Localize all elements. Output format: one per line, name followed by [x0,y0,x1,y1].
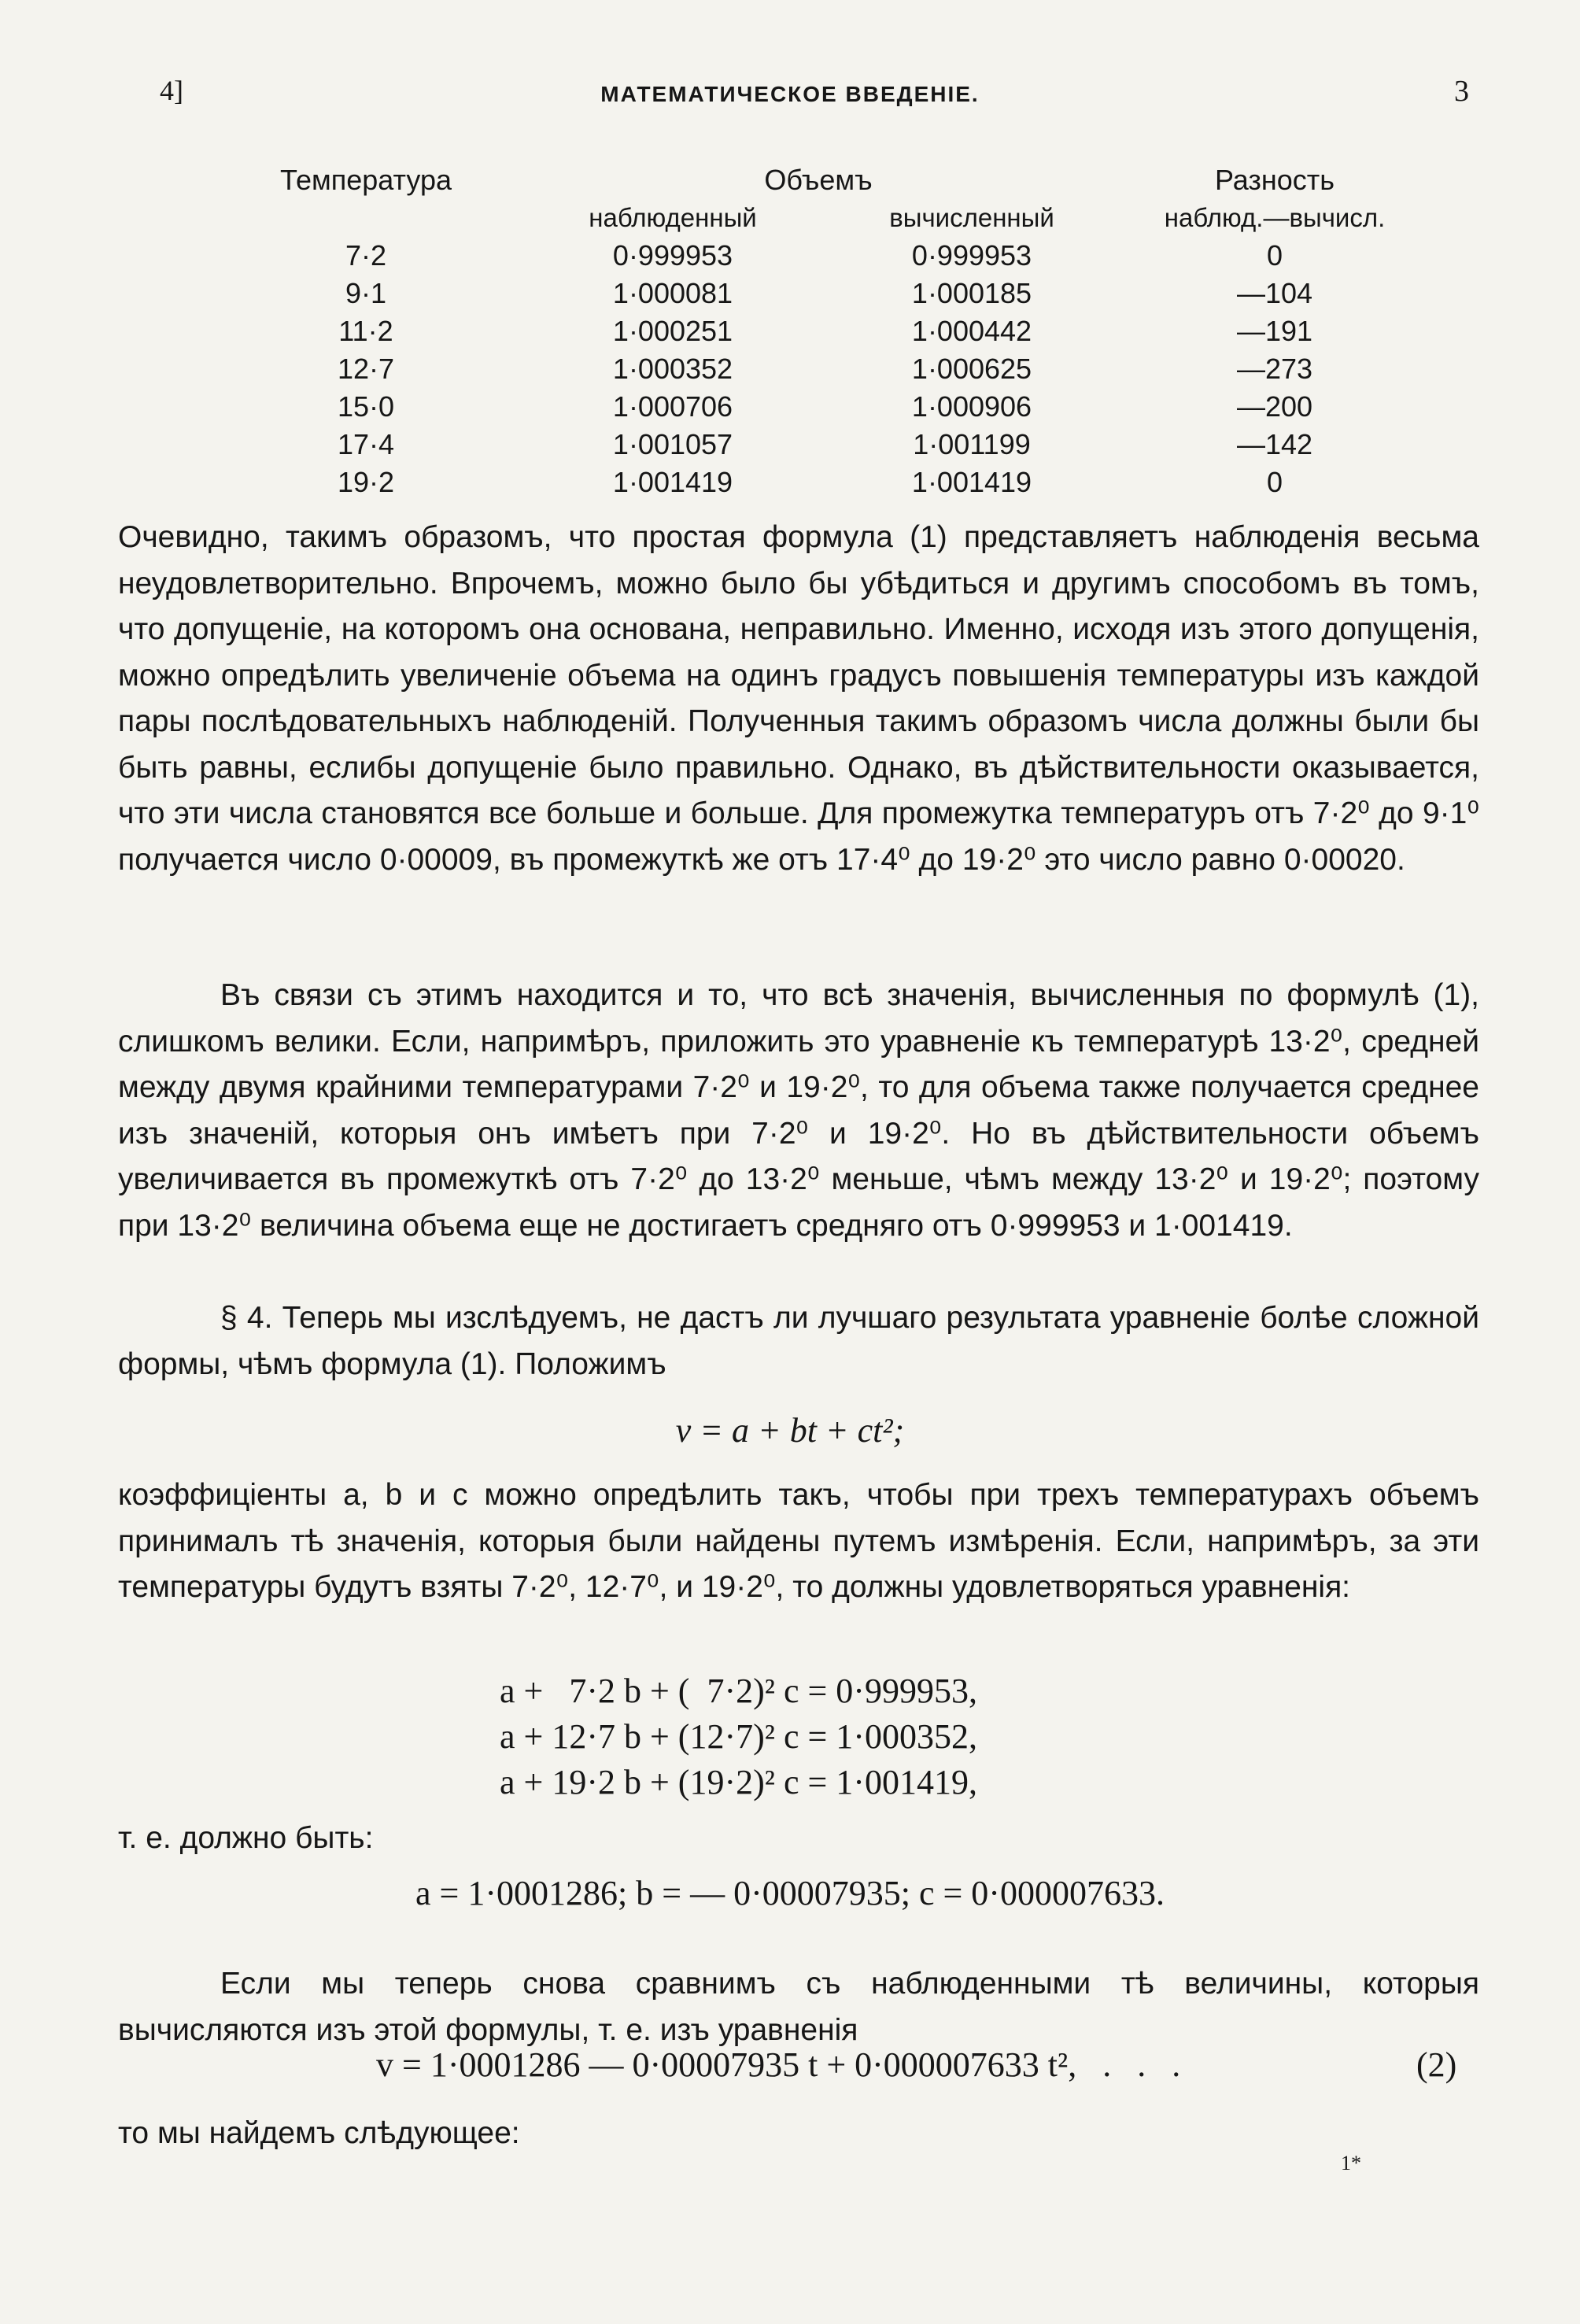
table-row [212,237,1432,275]
table-body [212,237,1432,501]
table-row [212,464,1432,501]
paragraph-1: Очевидно, такимъ образомъ, что простая формула (1) представляетъ наблюденія весьма неудовлетворительно. Впрочемъ, можно было бы убѣдиться и другимъ способомъ въ томъ, что допущеніе, на которомъ она основана, неправильно. Именно, исходя изъ этого допущенія, можно опредѣлить увеличеніе объема на одинъ градусъ повышенія температуры изъ каждой пары послѣдовательныхъ наблюденій. Полученныя такимъ образомъ числа должны были бы быть равны, еслибы допущеніе было правильно. Однако, въ дѣйствительности оказывается, что эти числа становятся все больше и больше. Для промежутка температуръ отъ 7·2⁰ до 9·1⁰ получается число 0·00009, въ промежуткѣ же отъ 17·4⁰ до 19·2⁰ это число равно 0·00020. [118,520,1479,877]
cell-computed: 1·000906 [911,390,1032,423]
cell-observed: 1·000352 [612,353,733,385]
cell-computed: 1·001419 [911,466,1032,498]
equation-1: a + 7·2 b + ( 7·2)² c = 0·999953, [500,1672,977,1710]
header-computed: вычисленный [889,203,1054,232]
cell-difference: —142 [1236,428,1313,460]
page-number: 3 [1454,75,1469,108]
equation-3: a + 19·2 b + (19·2)² c = 1·001419, [500,1763,977,1801]
cell-temperature: 12·7 [337,353,395,385]
formula-2-number: (2) [1416,2045,1457,2084]
table-row [212,426,1432,464]
cell-computed: 1·001199 [913,428,1031,460]
cell-observed: 1·001419 [612,466,733,498]
volume-temperature-table [212,161,1432,501]
header-difference-sub: наблюд.—вычисл. [1164,203,1386,232]
paragraph-5: т. е. должно быть: [118,1821,374,1855]
cell-computed: 1·000185 [911,277,1032,309]
cell-difference: 0 [1266,239,1283,272]
paragraph-2: Въ связи съ этимъ находится и то, что всѣ значенія, вычисленныя по формулѣ (1), слишкомъ велики. Если, напримѣръ, приложить это уравненіе къ температурѣ 13·2⁰, средней между двумя крайними температурами 7·2⁰ и 19·2⁰, то для объема также получается среднее изъ значеній, которыя онъ имѣетъ при 7·2⁰ и 19·2⁰. Но въ дѣйствительности объемъ увеличивается въ промежуткѣ отъ 7·2⁰ до 13·2⁰ меньше, чѣмъ между 13·2⁰ и 19·2⁰; поэтому при 13·2⁰ величина объема еще не достигаетъ средняго отъ 0·999953 и 1·001419. [118,978,1479,1243]
cell-difference: —200 [1236,390,1313,423]
header-volume: Объемъ [764,164,873,196]
cell-temperature: 11·2 [338,315,393,347]
cell-observed: 1·000251 [612,315,733,347]
formula-quadratic: v = a + bt + ct²; [675,1411,905,1450]
table-row [212,312,1432,350]
cell-observed: 1·001057 [612,428,733,460]
cell-temperature: 17·4 [337,428,395,460]
paragraph-7: то мы найдемъ слѣдующее: [118,2116,520,2150]
cell-difference: 0 [1266,466,1283,498]
signature-mark: 1* [1341,2152,1361,2174]
equation-2: a + 12·7 b + (12·7)² c = 1·000352, [500,1717,977,1756]
cell-computed: 1·000625 [911,353,1032,385]
running-title: МАТЕМАТИЧЕСКОЕ ВВЕДЕНІЕ. [600,82,980,106]
cell-temperature: 19·2 [337,466,395,498]
table-subheader-row [212,199,1432,237]
paragraph-6: Если мы теперь снова сравнимъ съ наблюденными тѣ величины, которыя вычисляются изъ этой формулы, т. е. изъ уравненія [118,1967,1479,2047]
header-observed: наблюденный [589,203,757,232]
section-number: 4] [160,75,183,106]
table-header-row [212,161,1432,199]
table-row [212,350,1432,388]
cell-temperature: 15·0 [337,390,395,423]
table-row [212,388,1432,426]
header-difference: Разность [1214,164,1335,196]
paragraph-4: коэффиціенты a, b и c можно опредѣлить такъ, чтобы при трехъ температурахъ объемъ принималъ тѣ значенія, которыя были найдены путемъ измѣренія. Если, напримѣръ, за эти температуры будутъ взяты 7·2⁰, 12·7⁰, и 19·2⁰, то должны удовлетворяться уравненія: [118,1478,1479,1604]
coefficient-solution: a = 1·0001286; b = — 0·00007935; c = 0·000007633. [415,1874,1165,1912]
header-temperature: Температура [279,164,452,196]
cell-temperature: 9·1 [345,277,387,309]
table-row [212,275,1432,312]
formula-2: v = 1·0001286 — 0·00007935 t + 0·000007633 t², . . . [376,2045,1181,2084]
paragraph-3: § 4. Теперь мы изслѣдуемъ, не дастъ ли лучшаго результата уравненіе болѣе сложной формы, чѣмъ формула (1). Положимъ [118,1301,1479,1381]
cell-observed: 0·999953 [612,239,733,272]
cell-difference: —104 [1236,277,1313,309]
cell-difference: —273 [1236,353,1313,385]
cell-difference: —191 [1236,315,1313,347]
cell-computed: 1·000442 [911,315,1032,347]
equation-system [500,1668,977,1805]
cell-observed: 1·000081 [612,277,733,309]
cell-computed: 0·999953 [911,239,1032,272]
cell-temperature: 7·2 [345,239,387,272]
cell-observed: 1·000706 [612,390,733,423]
